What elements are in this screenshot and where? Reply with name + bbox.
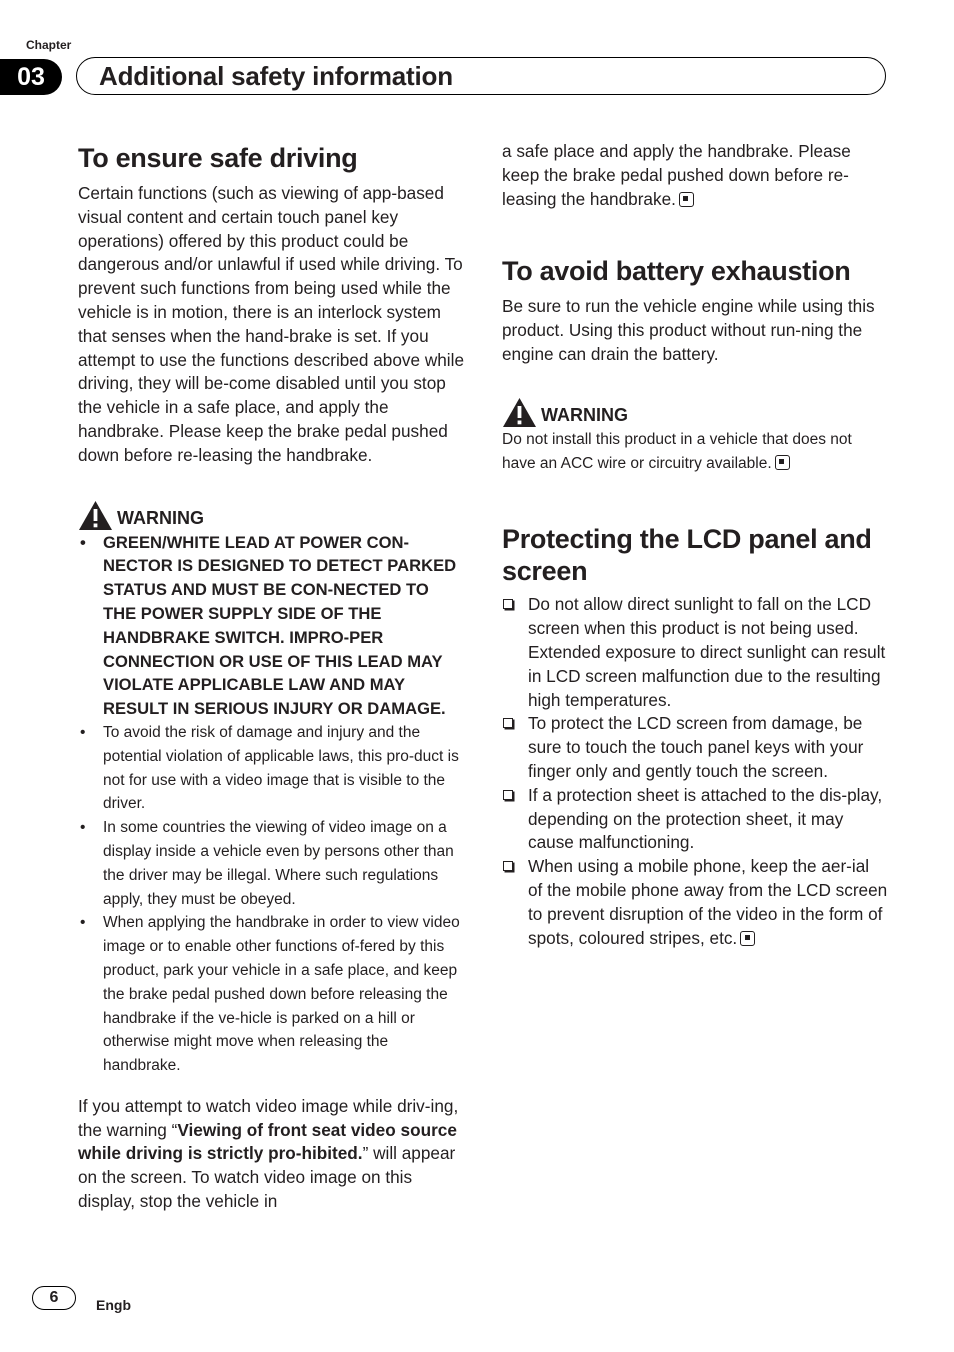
warning-item: • In some countries the viewing of video image on a display inside a vehicle even by persons other than the driver may be illegal. Where such regulations apply, they must be obeyed.	[78, 816, 466, 911]
lcd-list-item	[502, 712, 888, 783]
warning-heading	[78, 500, 466, 531]
checkbox-bullet-icon	[503, 790, 513, 800]
battery-paragraph: Be sure to run the vehicle engine while using this product. Using this product without run-ning the engine can drain the battery.	[502, 296, 875, 364]
warning-list	[78, 531, 466, 1078]
closing-text-start: If you attempt to watch video image while driv-ing, the warning “	[78, 1095, 459, 1140]
lcd-item-text: Do not allow direct sunlight to fall on the LCD screen when this product is not being used. Extended exposure to direct sunlight can result in LCD screen malfunction due to the resulting high temperatures.	[528, 594, 886, 710]
section-title-safe-driving: To ensure safe driving	[78, 143, 358, 173]
warning-item: • GREEN/WHITE LEAD AT POWER CON-NECTOR IS DESIGNED TO DETECT PARKED STATUS AND MUST BE CON-NECTED TO THE POWER SUPPLY SIDE OF THE HANDBRAKE SWITCH. IMPRO-PER CONNECTION OR USE OF THIS LEAD MAY VIOLATE APPLICABLE LAW AND MAY RESULT IN SERIOUS INJURY OR DAMAGE.	[78, 531, 466, 721]
safe-driving-intro: Certain functions (such as viewing of app-based visual content and certain touch panel key operations) offered by this product could be dangerous and/or unlawful if used while driving. To prevent such functions from being used while the vehicle is in motion, there is an interlock system that senses when the hand-brake is set. If you attempt to use the functions described above while driving, they will be-come disabled until you stop the vehicle in a safe place, and apply the handbrake. Please keep the brake pedal pushed down before re-leasing the handbrake.	[78, 183, 464, 465]
language-code: Engb	[96, 1297, 131, 1313]
checkbox-bullet-icon	[503, 718, 513, 728]
end-of-section-icon	[740, 931, 755, 946]
warning-icon	[502, 397, 537, 428]
lcd-list-item	[502, 855, 888, 950]
lcd-item-text: To protect the LCD screen from damage, be sure to touch the touch panel keys with your finger only and gently touch the screen.	[528, 713, 864, 781]
page-number: 6	[32, 1286, 76, 1310]
warning-heading	[502, 397, 888, 428]
warning-text: Do not install this product in a vehicle that does not have an ACC wire or circuitry available.	[502, 430, 852, 472]
warning-paragraph	[502, 428, 888, 476]
closing-text-end: ” will appear on the screen. To watch video image on this display, stop the vehicle in	[78, 1143, 456, 1212]
section-title-lcd: Protecting the LCD panel and screen	[502, 524, 872, 587]
lcd-list-item	[502, 784, 888, 855]
end-of-section-icon	[679, 192, 694, 207]
end-of-section-icon	[775, 455, 790, 470]
continuation-paragraph	[502, 140, 888, 211]
continuation-text: a safe place and apply the handbrake. Please keep the brake pedal pushed down before re-leasing the handbrake.	[502, 141, 851, 209]
checkbox-bullet-icon	[503, 599, 513, 609]
lcd-item-text: When using a mobile phone, keep the aer-ial of the mobile phone away from the LCD screen to prevent disruption of the video in the form of spots, coloured stripes, etc.	[528, 856, 888, 948]
closing-warning-quote: Viewing of front seat video source while driving is strictly pro-hibited.	[78, 1119, 457, 1164]
chapter-label: Chapter	[26, 38, 72, 52]
closing-paragraph	[78, 1095, 466, 1214]
warning-label: WARNING	[117, 507, 204, 528]
checkbox-bullet-icon	[503, 861, 513, 871]
left-column	[78, 140, 466, 1214]
chapter-title: Additional safety information	[76, 57, 886, 95]
warning-item: • To avoid the risk of damage and injury and the potential violation of applicable laws, this pro-duct is not for use with a video image that is visible to the driver.	[78, 721, 466, 816]
section-title-battery: To avoid battery exhaustion	[502, 256, 851, 287]
right-column	[502, 140, 888, 950]
warning-item: • When applying the handbrake in order to view video image or to enable other functions of-fered by this product, park your vehicle in a safe place, and keep the brake pedal pushed down before releasing the handbrake if the ve-hicle is parked on a hill or otherwise might move when releasing the handbrake.	[78, 911, 466, 1078]
lcd-list-item	[502, 593, 888, 712]
lcd-item-text: If a protection sheet is attached to the dis-play, depending on the protection sheet, it may cause malfunctioning.	[528, 784, 883, 853]
lcd-list	[502, 593, 888, 950]
warning-icon	[78, 500, 113, 531]
warning-label: WARNING	[541, 404, 628, 425]
chapter-number-badge: 03	[0, 59, 62, 95]
